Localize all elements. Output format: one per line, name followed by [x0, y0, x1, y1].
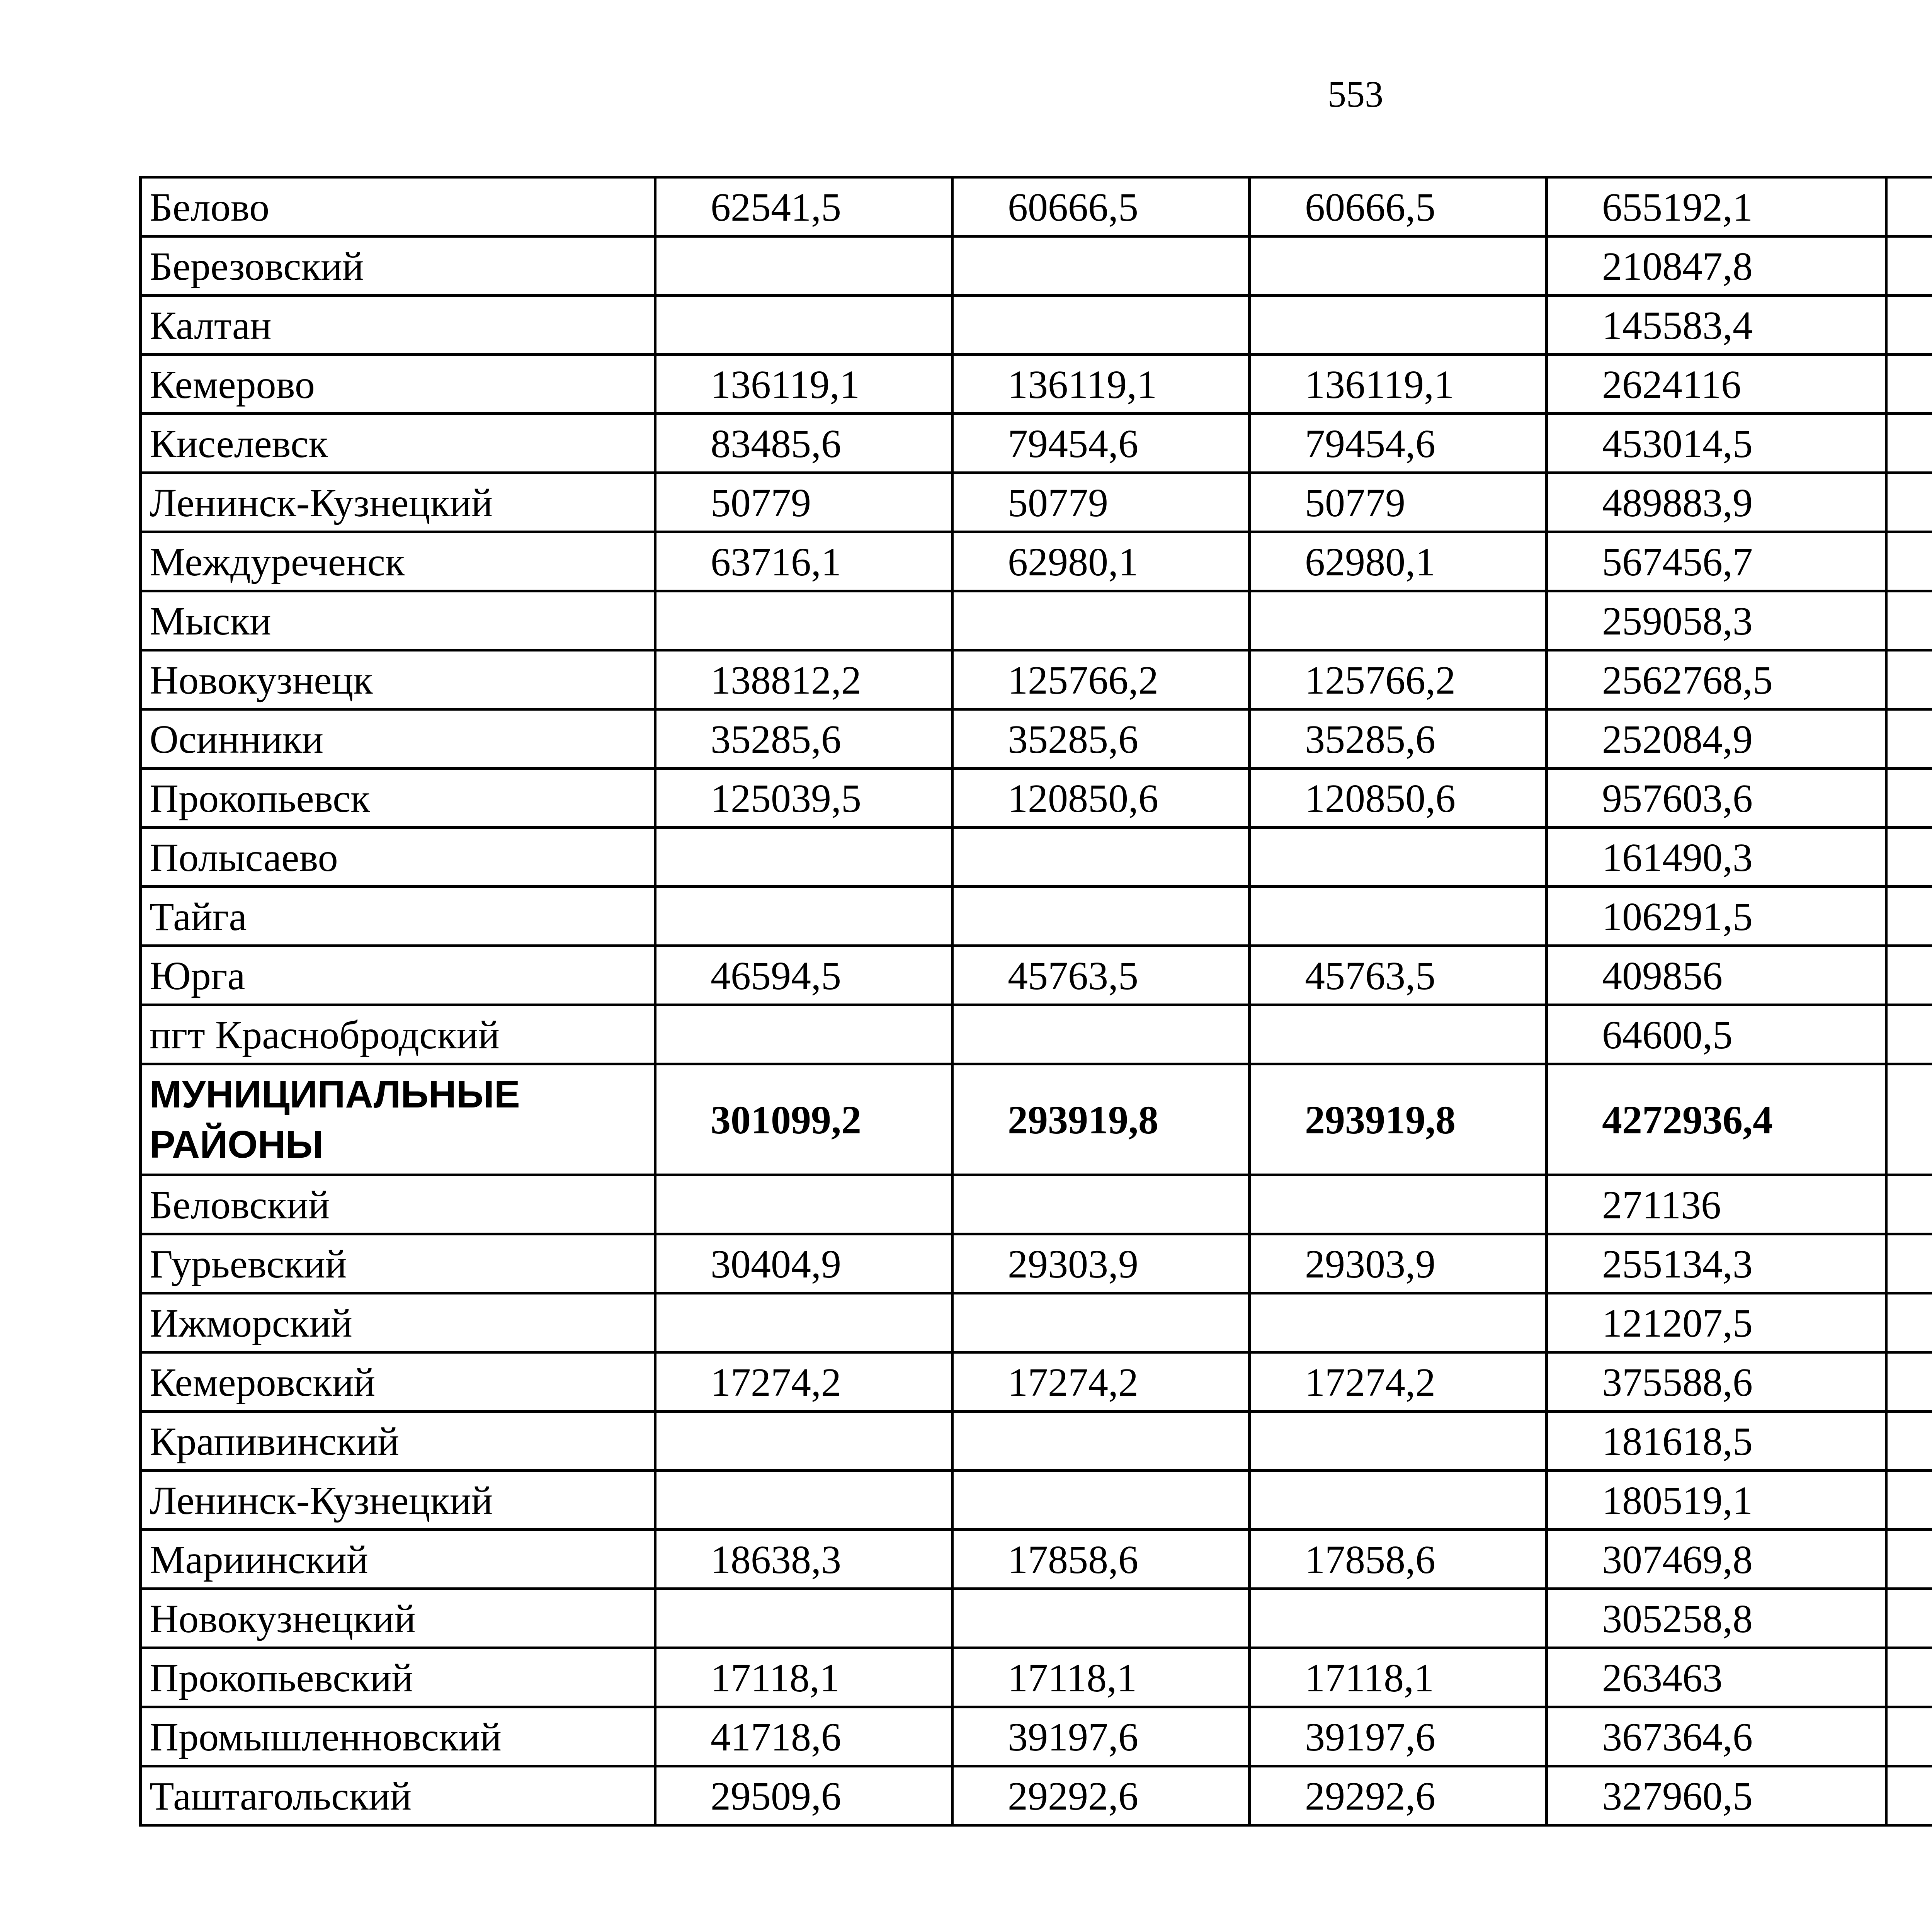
- value-cell-v5: [1886, 414, 1932, 473]
- value-cell-v4: 64600,5: [1547, 1005, 1886, 1064]
- value-cell-v5: [1886, 1175, 1932, 1234]
- row-name-cell: Ижморский: [141, 1293, 655, 1352]
- value-cell-v3: 62980,1: [1250, 532, 1547, 591]
- value-cell-v1: [655, 1293, 952, 1352]
- table-row: [141, 473, 1932, 532]
- value-cell-v2: [952, 828, 1250, 887]
- row-name-cell: Беловский: [141, 1175, 655, 1234]
- value-cell-v4: 2562768,5: [1547, 650, 1886, 709]
- value-cell-v2: 60666,5: [952, 177, 1250, 236]
- value-cell-v1: 83485,6: [655, 414, 952, 473]
- value-cell-v2: [952, 591, 1250, 650]
- value-cell-v4: 957603,6: [1547, 769, 1886, 828]
- value-cell-v5: [1886, 1064, 1932, 1175]
- value-cell-v4: 327960,5: [1547, 1766, 1886, 1825]
- value-cell-v4: 259058,3: [1547, 591, 1886, 650]
- value-cell-v1: [655, 296, 952, 355]
- table-row: [141, 946, 1932, 1005]
- row-name-cell: Ленинск-Кузнецкий: [141, 473, 655, 532]
- value-cell-v2: 125766,2: [952, 650, 1250, 709]
- value-cell-v5: [1886, 1352, 1932, 1412]
- row-name-cell: Кемерово: [141, 355, 655, 414]
- value-cell-v3: 17274,2: [1250, 1352, 1547, 1412]
- value-cell-v2: [952, 1005, 1250, 1064]
- value-cell-v2: [952, 1589, 1250, 1648]
- row-name-cell: Новокузнецкий: [141, 1589, 655, 1648]
- value-cell-v5: [1886, 1293, 1932, 1352]
- value-cell-v4: 210847,8: [1547, 236, 1886, 296]
- value-cell-v1: [655, 1589, 952, 1648]
- value-cell-v3: 29303,9: [1250, 1234, 1547, 1293]
- table-row: [141, 1589, 1932, 1648]
- row-name-cell: Новокузнецк: [141, 650, 655, 709]
- value-cell-v5: [1886, 1589, 1932, 1648]
- value-cell-v2: 293919,8: [952, 1064, 1250, 1175]
- table-row: [141, 1064, 1932, 1175]
- value-cell-v5: [1886, 1234, 1932, 1293]
- value-cell-v3: 39197,6: [1250, 1707, 1547, 1766]
- value-cell-v5: [1886, 828, 1932, 887]
- value-cell-v5: [1886, 887, 1932, 946]
- value-cell-v3: [1250, 1589, 1547, 1648]
- value-cell-v1: [655, 1471, 952, 1530]
- table-row: [141, 355, 1932, 414]
- value-cell-v3: 125766,2: [1250, 650, 1547, 709]
- row-name-cell: Ленинск-Кузнецкий: [141, 1471, 655, 1530]
- page-number: 553: [1328, 73, 1383, 115]
- value-cell-v2: 29303,9: [952, 1234, 1250, 1293]
- row-name-cell: Калтан: [141, 296, 655, 355]
- value-cell-v4: 252084,9: [1547, 709, 1886, 769]
- table-row: [141, 1471, 1932, 1530]
- row-name-cell: Таштагольский: [141, 1766, 655, 1825]
- row-name-cell: Полысаево: [141, 828, 655, 887]
- value-cell-v2: 17274,2: [952, 1352, 1250, 1412]
- row-name-cell: Прокопьевский: [141, 1648, 655, 1707]
- value-cell-v5: [1886, 1005, 1932, 1064]
- value-cell-v1: 29509,6: [655, 1766, 952, 1825]
- value-cell-v5: [1886, 1766, 1932, 1825]
- table-row: [141, 1412, 1932, 1471]
- value-cell-v2: 120850,6: [952, 769, 1250, 828]
- value-cell-v5: [1886, 1530, 1932, 1589]
- value-cell-v4: 106291,5: [1547, 887, 1886, 946]
- value-cell-v1: 18638,3: [655, 1530, 952, 1589]
- value-cell-v5: [1886, 532, 1932, 591]
- value-cell-v2: 29292,6: [952, 1766, 1250, 1825]
- value-cell-v4: 4272936,4: [1547, 1064, 1886, 1175]
- value-cell-v4: 453014,5: [1547, 414, 1886, 473]
- value-cell-v2: 17118,1: [952, 1648, 1250, 1707]
- value-cell-v1: 63716,1: [655, 532, 952, 591]
- value-cell-v4: 181618,5: [1547, 1412, 1886, 1471]
- value-cell-v2: [952, 296, 1250, 355]
- value-cell-v3: 60666,5: [1250, 177, 1547, 236]
- value-cell-v3: [1250, 828, 1547, 887]
- table-row: [141, 532, 1932, 591]
- value-cell-v3: 293919,8: [1250, 1064, 1547, 1175]
- value-cell-v1: 35285,6: [655, 709, 952, 769]
- value-cell-v2: 136119,1: [952, 355, 1250, 414]
- value-cell-v5: [1886, 1471, 1932, 1530]
- value-cell-v4: 121207,5: [1547, 1293, 1886, 1352]
- value-cell-v2: [952, 1471, 1250, 1530]
- row-name-cell: Мариинский: [141, 1530, 655, 1589]
- value-cell-v1: 50779: [655, 473, 952, 532]
- value-cell-v4: 145583,4: [1547, 296, 1886, 355]
- row-name-cell: Тайга: [141, 887, 655, 946]
- table-row: [141, 1352, 1932, 1412]
- value-cell-v5: [1886, 650, 1932, 709]
- value-cell-v5: [1886, 1648, 1932, 1707]
- table-row: [141, 1707, 1932, 1766]
- table-row: [141, 1530, 1932, 1589]
- value-cell-v4: 180519,1: [1547, 1471, 1886, 1530]
- value-cell-v4: 263463: [1547, 1648, 1886, 1707]
- table-row: [141, 1005, 1932, 1064]
- value-cell-v3: 17118,1: [1250, 1648, 1547, 1707]
- row-name-cell: Прокопьевск: [141, 769, 655, 828]
- budget-table: [139, 176, 1932, 1827]
- value-cell-v1: 17274,2: [655, 1352, 952, 1412]
- table-row: [141, 1175, 1932, 1234]
- value-cell-v5: [1886, 1412, 1932, 1471]
- value-cell-v5: [1886, 591, 1932, 650]
- value-cell-v5: [1886, 355, 1932, 414]
- row-name-cell: Кемеровский: [141, 1352, 655, 1412]
- row-name-cell: Промышленновский: [141, 1707, 655, 1766]
- value-cell-v4: 489883,9: [1547, 473, 1886, 532]
- row-name-cell: Белово: [141, 177, 655, 236]
- value-cell-v2: [952, 236, 1250, 296]
- value-cell-v2: 62980,1: [952, 532, 1250, 591]
- table-row: [141, 887, 1932, 946]
- row-name-cell: МУНИЦИПАЛЬНЫЕ РАЙОНЫ: [141, 1064, 655, 1175]
- value-cell-v1: 138812,2: [655, 650, 952, 709]
- value-cell-v3: 136119,1: [1250, 355, 1547, 414]
- value-cell-v1: [655, 591, 952, 650]
- row-name-cell: пгт Краснобродский: [141, 1005, 655, 1064]
- table-row: [141, 1293, 1932, 1352]
- row-name-cell: Мыски: [141, 591, 655, 650]
- value-cell-v4: 305258,8: [1547, 1589, 1886, 1648]
- value-cell-v4: 161490,3: [1547, 828, 1886, 887]
- value-cell-v5: [1886, 177, 1932, 236]
- value-cell-v5: [1886, 236, 1932, 296]
- value-cell-v1: [655, 1175, 952, 1234]
- table-row: [141, 1648, 1932, 1707]
- value-cell-v3: [1250, 1175, 1547, 1234]
- table-row: [141, 414, 1932, 473]
- value-cell-v4: 2624116: [1547, 355, 1886, 414]
- row-name-cell: Крапивинский: [141, 1412, 655, 1471]
- value-cell-v1: 30404,9: [655, 1234, 952, 1293]
- row-name-cell: Междуреченск: [141, 532, 655, 591]
- value-cell-v3: 45763,5: [1250, 946, 1547, 1005]
- value-cell-v1: 301099,2: [655, 1064, 952, 1175]
- row-name-cell: Юрга: [141, 946, 655, 1005]
- value-cell-v2: 79454,6: [952, 414, 1250, 473]
- value-cell-v2: 39197,6: [952, 1707, 1250, 1766]
- value-cell-v5: [1886, 946, 1932, 1005]
- value-cell-v2: 17858,6: [952, 1530, 1250, 1589]
- value-cell-v5: [1886, 1707, 1932, 1766]
- value-cell-v5: [1886, 709, 1932, 769]
- value-cell-v5: [1886, 769, 1932, 828]
- value-cell-v3: 50779: [1250, 473, 1547, 532]
- value-cell-v1: 41718,6: [655, 1707, 952, 1766]
- value-cell-v1: [655, 828, 952, 887]
- value-cell-v2: 50779: [952, 473, 1250, 532]
- table-body: [141, 177, 1932, 1825]
- value-cell-v3: [1250, 1412, 1547, 1471]
- value-cell-v1: 17118,1: [655, 1648, 952, 1707]
- value-cell-v3: 79454,6: [1250, 414, 1547, 473]
- value-cell-v3: [1250, 296, 1547, 355]
- value-cell-v5: [1886, 296, 1932, 355]
- value-cell-v1: [655, 236, 952, 296]
- value-cell-v1: [655, 1005, 952, 1064]
- value-cell-v3: 17858,6: [1250, 1530, 1547, 1589]
- value-cell-v3: [1250, 236, 1547, 296]
- value-cell-v4: 367364,6: [1547, 1707, 1886, 1766]
- table-row: [141, 709, 1932, 769]
- row-name-cell: Киселевск: [141, 414, 655, 473]
- table-row: [141, 1766, 1932, 1825]
- table-row: [141, 236, 1932, 296]
- value-cell-v1: 46594,5: [655, 946, 952, 1005]
- value-cell-v4: 409856: [1547, 946, 1886, 1005]
- table-row: [141, 1234, 1932, 1293]
- value-cell-v3: 29292,6: [1250, 1766, 1547, 1825]
- value-cell-v3: [1250, 1005, 1547, 1064]
- value-cell-v2: [952, 1412, 1250, 1471]
- value-cell-v1: [655, 1412, 952, 1471]
- value-cell-v4: 567456,7: [1547, 532, 1886, 591]
- table-row: [141, 650, 1932, 709]
- value-cell-v1: 125039,5: [655, 769, 952, 828]
- value-cell-v2: [952, 887, 1250, 946]
- value-cell-v3: [1250, 887, 1547, 946]
- value-cell-v2: [952, 1293, 1250, 1352]
- table-row: [141, 769, 1932, 828]
- row-name-cell: Гурьевский: [141, 1234, 655, 1293]
- row-name-cell: Осинники: [141, 709, 655, 769]
- table-row: [141, 591, 1932, 650]
- value-cell-v3: 120850,6: [1250, 769, 1547, 828]
- value-cell-v5: [1886, 473, 1932, 532]
- value-cell-v2: [952, 1175, 1250, 1234]
- value-cell-v2: 35285,6: [952, 709, 1250, 769]
- value-cell-v3: [1250, 591, 1547, 650]
- value-cell-v1: 136119,1: [655, 355, 952, 414]
- value-cell-v4: 255134,3: [1547, 1234, 1886, 1293]
- value-cell-v4: 375588,6: [1547, 1352, 1886, 1412]
- value-cell-v4: 271136: [1547, 1175, 1886, 1234]
- value-cell-v4: 307469,8: [1547, 1530, 1886, 1589]
- value-cell-v3: [1250, 1293, 1547, 1352]
- value-cell-v4: 655192,1: [1547, 177, 1886, 236]
- value-cell-v3: [1250, 1471, 1547, 1530]
- table-row: [141, 296, 1932, 355]
- table-row: [141, 828, 1932, 887]
- value-cell-v1: 62541,5: [655, 177, 952, 236]
- table-row: [141, 177, 1932, 236]
- row-name-cell: Березовский: [141, 236, 655, 296]
- value-cell-v3: 35285,6: [1250, 709, 1547, 769]
- value-cell-v1: [655, 887, 952, 946]
- value-cell-v2: 45763,5: [952, 946, 1250, 1005]
